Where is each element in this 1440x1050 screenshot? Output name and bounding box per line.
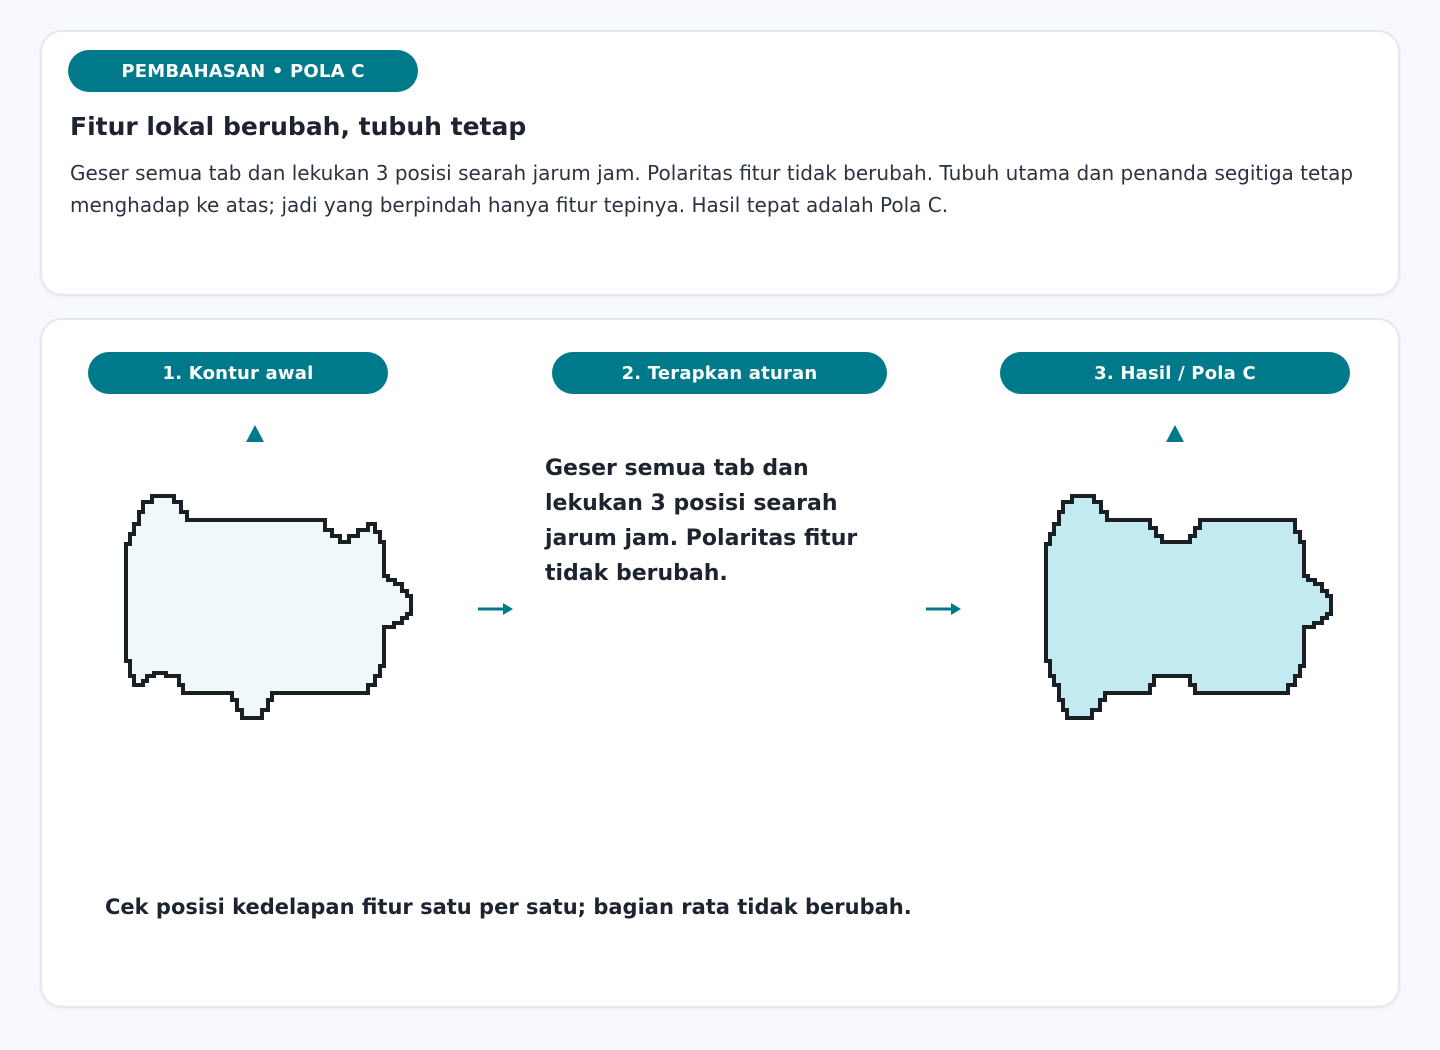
result-contour (1046, 496, 1331, 718)
section-tag: PEMBAHASAN • POLA C (68, 50, 418, 92)
triangle-up-icon (1166, 425, 1184, 442)
arrow-right-icon (478, 603, 513, 615)
original-contour (126, 496, 411, 718)
rule-description: Geser semua tab dan lekukan 3 posisi searah jarum jam. Polaritas fitur tidak berubah. (545, 456, 858, 586)
step-1-label: 1. Kontur awal (88, 352, 388, 394)
transformation-card (40, 318, 1400, 1008)
explanation-title: Fitur lokal berubah, tubuh tetap (70, 112, 527, 141)
step-3-label: 3. Hasil / Pola C (1000, 352, 1350, 394)
explanation-card (40, 30, 1400, 296)
explanation-description: Geser semua tab dan lekukan 3 posisi searah jarum jam. Polaritas fitur tidak berubah. Tubuh utama dan penanda segitiga tetap menghadap ke atas; jadi yang berpindah hanya fitur tepinya. Hasil tepat adalah Pola C. (70, 161, 1354, 217)
footer-note: Cek posisi kedelapan fitur satu per satu; bagian rata tidak berubah. (105, 895, 912, 919)
triangle-up-icon (246, 425, 264, 442)
step-2-label: 2. Terapkan aturan (552, 352, 887, 394)
arrow-right-icon (926, 603, 961, 615)
